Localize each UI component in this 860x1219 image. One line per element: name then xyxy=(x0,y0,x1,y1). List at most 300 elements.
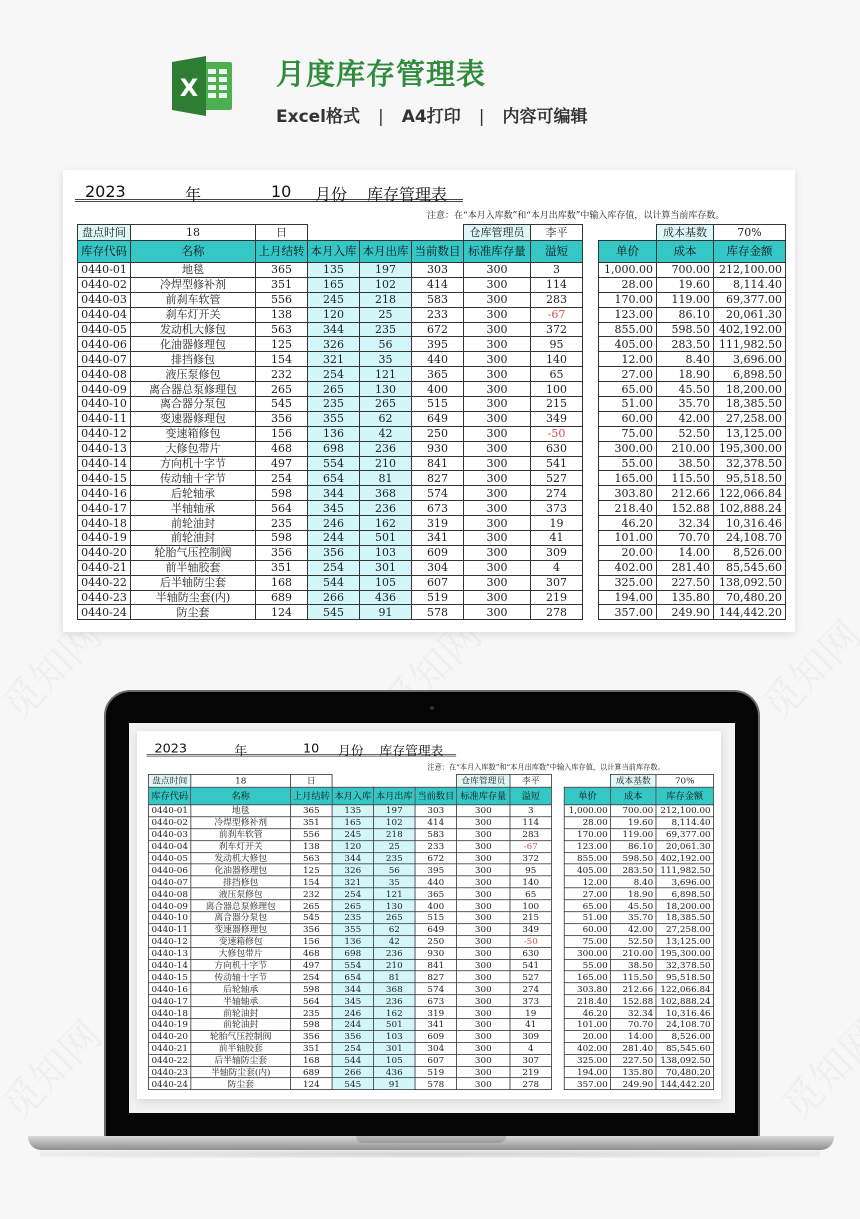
cell-out[interactable]: 501 xyxy=(374,1019,415,1031)
cell-standard: 300 xyxy=(457,924,510,936)
cell-name: 地毯 xyxy=(131,263,256,278)
cell-cost: 210.00 xyxy=(657,441,714,456)
cell-prev: 468 xyxy=(291,947,332,959)
cell-current: 319 xyxy=(412,516,464,531)
cell-in[interactable]: 245 xyxy=(308,292,360,307)
cell-cost: 115.50 xyxy=(611,971,656,983)
cell-in[interactable]: 545 xyxy=(308,605,360,620)
cell-in[interactable]: 265 xyxy=(308,382,360,397)
cell-prev: 265 xyxy=(256,382,308,397)
year-value[interactable]: 2023 xyxy=(85,182,126,201)
cell-in[interactable]: 265 xyxy=(332,900,373,912)
table-row xyxy=(599,575,786,590)
feature-print: A4打印 xyxy=(401,107,461,127)
cell-in[interactable]: 554 xyxy=(308,456,360,471)
cell-current: 250 xyxy=(415,935,457,947)
table-row xyxy=(564,912,713,924)
cell-name: 传动轴十字节 xyxy=(131,471,256,486)
table-row xyxy=(149,900,552,912)
cell-code: 0440-05 xyxy=(78,322,131,337)
cell-standard: 300 xyxy=(457,829,510,841)
cell-name: 防尘套 xyxy=(131,605,256,620)
cell-out[interactable]: 265 xyxy=(360,397,412,412)
cell-cost: 249.90 xyxy=(611,1078,656,1090)
cell-in[interactable]: 235 xyxy=(332,912,373,924)
count-day-value[interactable]: 18 xyxy=(191,774,291,787)
cell-price: 325.00 xyxy=(599,575,657,590)
cell-price: 12.00 xyxy=(599,352,657,367)
cell-out[interactable]: 501 xyxy=(360,531,412,546)
cell-diff: -67 xyxy=(510,840,551,852)
cell-in[interactable]: 254 xyxy=(332,1042,373,1054)
cell-prev: 351 xyxy=(256,277,308,292)
cell-amount: 69,377.00 xyxy=(656,829,713,841)
cell-diff: 4 xyxy=(531,560,583,575)
watermark xyxy=(0,1006,113,1131)
cell-name: 半轴防尘套(内) xyxy=(131,590,256,605)
cell-price: 170.00 xyxy=(599,292,657,307)
cell-current: 827 xyxy=(415,971,457,983)
cell-prev: 598 xyxy=(256,531,308,546)
cell-in[interactable]: 120 xyxy=(332,840,373,852)
cell-current: 574 xyxy=(415,983,457,995)
cell-in[interactable]: 235 xyxy=(308,397,360,412)
cell-name: 后半轴防尘套 xyxy=(131,575,256,590)
cell-standard: 300 xyxy=(457,817,510,829)
cell-in[interactable]: 544 xyxy=(332,1054,373,1066)
cell-prev: 154 xyxy=(291,876,332,888)
cell-standard: 300 xyxy=(457,983,510,995)
table-row xyxy=(564,840,713,852)
cell-code: 0440-15 xyxy=(78,471,131,486)
cell-out[interactable]: 42 xyxy=(374,935,415,947)
manager-value[interactable]: 李平 xyxy=(510,774,551,787)
cell-price: 55.00 xyxy=(599,456,657,471)
cell-out[interactable]: 235 xyxy=(360,322,412,337)
cell-prev: 545 xyxy=(256,397,308,412)
cell-out[interactable]: 368 xyxy=(360,486,412,501)
count-day-label: 盘点时间 xyxy=(78,225,131,241)
cell-prev: 168 xyxy=(291,1054,332,1066)
cell-current: 827 xyxy=(412,471,464,486)
cell-standard: 300 xyxy=(464,277,531,292)
cell-code: 0440-10 xyxy=(149,912,191,924)
cell-code: 0440-17 xyxy=(149,995,191,1007)
cell-in[interactable]: 544 xyxy=(308,575,360,590)
table-row xyxy=(599,471,786,486)
cell-cost: 38.50 xyxy=(657,456,714,471)
cell-out[interactable]: 130 xyxy=(374,900,415,912)
table-row xyxy=(78,486,583,501)
cell-amount: 212,100.00 xyxy=(656,805,713,817)
cell-out[interactable]: 102 xyxy=(374,817,415,829)
cell-out[interactable]: 91 xyxy=(360,605,412,620)
cell-out[interactable]: 91 xyxy=(374,1078,415,1090)
col-header-current: 当前数目 xyxy=(412,241,464,263)
cell-out[interactable]: 62 xyxy=(360,411,412,426)
cell-current: 841 xyxy=(415,959,457,971)
cell-in[interactable]: 244 xyxy=(308,531,360,546)
table-row xyxy=(78,456,583,471)
cell-out[interactable]: 56 xyxy=(360,337,412,352)
table-row xyxy=(564,852,713,864)
cell-amount: 20,061.30 xyxy=(656,840,713,852)
table-row xyxy=(149,1078,552,1090)
cell-prev: 124 xyxy=(256,605,308,620)
cell-out[interactable]: 105 xyxy=(374,1054,415,1066)
cell-name: 防尘套 xyxy=(191,1078,291,1090)
cell-standard: 300 xyxy=(457,947,510,959)
cell-standard: 300 xyxy=(464,307,531,322)
year-value[interactable]: 2023 xyxy=(154,740,188,756)
cell-code: 0440-20 xyxy=(78,545,131,560)
col-header-in: 本月入库 xyxy=(308,241,360,263)
cell-in[interactable]: 266 xyxy=(308,590,360,605)
cell-code: 0440-01 xyxy=(149,805,191,817)
cell-in[interactable]: 355 xyxy=(308,411,360,426)
col-header-price: 单价 xyxy=(564,787,610,805)
cell-diff: 309 xyxy=(510,1031,551,1043)
cell-out[interactable]: 25 xyxy=(374,840,415,852)
cost-base-label: 成本基数 xyxy=(657,225,714,241)
spreadsheet-preview-laptop xyxy=(137,731,721,1099)
table-row xyxy=(78,397,583,412)
cell-diff: 215 xyxy=(510,912,551,924)
cell-out[interactable]: 130 xyxy=(360,382,412,397)
cell-diff: 215 xyxy=(531,397,583,412)
count-day-unit: 日 xyxy=(291,774,332,787)
cell-standard: 300 xyxy=(457,852,510,864)
cell-standard: 300 xyxy=(464,605,531,620)
cell-in[interactable]: 321 xyxy=(308,352,360,367)
cell-price: 194.00 xyxy=(599,590,657,605)
cell-in[interactable]: 266 xyxy=(332,1066,373,1078)
cell-prev: 232 xyxy=(256,367,308,382)
cell-out[interactable]: 236 xyxy=(374,947,415,959)
cell-name: 冷焊型修补剂 xyxy=(191,817,291,829)
cell-standard: 300 xyxy=(457,935,510,947)
cell-in[interactable]: 245 xyxy=(332,829,373,841)
cell-amount: 70,480.20 xyxy=(714,590,786,605)
cell-standard: 300 xyxy=(464,352,531,367)
cell-current: 400 xyxy=(412,382,464,397)
table-row xyxy=(78,501,583,516)
cell-in[interactable]: 344 xyxy=(332,852,373,864)
table-row xyxy=(564,900,713,912)
cell-in[interactable]: 554 xyxy=(332,959,373,971)
cell-in[interactable]: 545 xyxy=(332,1078,373,1090)
col-header-diff: 溢短 xyxy=(531,241,583,263)
table-row xyxy=(564,864,713,876)
table-row xyxy=(599,292,786,307)
cell-amount: 6,898.50 xyxy=(714,367,786,382)
cell-in[interactable]: 654 xyxy=(332,971,373,983)
cell-out[interactable]: 81 xyxy=(360,471,412,486)
cost-base-label: 成本基数 xyxy=(611,774,656,787)
cell-in[interactable]: 165 xyxy=(308,277,360,292)
table-row xyxy=(78,531,583,546)
month-value[interactable]: 10 xyxy=(302,740,320,756)
cell-standard: 300 xyxy=(457,1054,510,1066)
col-header-diff: 溢短 xyxy=(510,787,551,805)
cell-code: 0440-10 xyxy=(78,397,131,412)
cell-out[interactable]: 436 xyxy=(360,590,412,605)
cell-out[interactable]: 436 xyxy=(374,1066,415,1078)
cell-out[interactable]: 62 xyxy=(374,924,415,936)
month-value[interactable]: 10 xyxy=(271,182,292,201)
cell-out[interactable]: 162 xyxy=(360,516,412,531)
cell-standard: 300 xyxy=(464,426,531,441)
cell-in[interactable]: 698 xyxy=(332,947,373,959)
cell-in[interactable]: 254 xyxy=(308,560,360,575)
table-row xyxy=(149,840,552,852)
cell-name: 后轮轴承 xyxy=(191,983,291,995)
cell-cost: 283.50 xyxy=(611,864,656,876)
cell-out[interactable]: 210 xyxy=(360,456,412,471)
cell-cost: 8.40 xyxy=(657,352,714,367)
table-row xyxy=(78,411,583,426)
cell-in[interactable]: 355 xyxy=(332,924,373,936)
cell-in[interactable]: 356 xyxy=(332,1031,373,1043)
cell-cost: 283.50 xyxy=(657,337,714,352)
cell-out[interactable]: 218 xyxy=(374,829,415,841)
cell-prev: 598 xyxy=(256,486,308,501)
cell-out[interactable]: 236 xyxy=(360,501,412,516)
cell-code: 0440-15 xyxy=(149,971,191,983)
cell-cost: 152.88 xyxy=(611,995,656,1007)
cell-out[interactable]: 121 xyxy=(360,367,412,382)
cell-in[interactable]: 165 xyxy=(332,817,373,829)
cell-out[interactable]: 81 xyxy=(374,971,415,983)
cell-current: 841 xyxy=(412,456,464,471)
cell-standard: 300 xyxy=(464,575,531,590)
cell-price: 1,000.00 xyxy=(564,805,610,817)
table-row xyxy=(599,337,786,352)
cell-code: 0440-16 xyxy=(149,983,191,995)
cell-in[interactable]: 244 xyxy=(332,1019,373,1031)
cell-name: 半轴防尘套(内) xyxy=(191,1066,291,1078)
cell-out[interactable]: 197 xyxy=(360,263,412,278)
cell-diff: 3 xyxy=(510,805,551,817)
cell-in[interactable]: 326 xyxy=(332,864,373,876)
feature-list xyxy=(276,102,587,127)
table-row xyxy=(149,1031,552,1043)
cell-name: 大修包带片 xyxy=(131,441,256,456)
cell-code: 0440-11 xyxy=(149,924,191,936)
cell-current: 607 xyxy=(412,575,464,590)
cell-out[interactable]: 301 xyxy=(374,1042,415,1054)
cell-prev: 232 xyxy=(291,888,332,900)
cell-cost: 227.50 xyxy=(657,575,714,590)
cell-name: 排挡修包 xyxy=(131,352,256,367)
cell-prev: 356 xyxy=(256,411,308,426)
cell-out[interactable]: 236 xyxy=(360,441,412,456)
cell-in[interactable]: 345 xyxy=(308,501,360,516)
cell-in[interactable]: 344 xyxy=(332,983,373,995)
cell-in[interactable]: 135 xyxy=(308,263,360,278)
cell-in[interactable]: 136 xyxy=(308,426,360,441)
cell-current: 673 xyxy=(415,995,457,1007)
cell-diff: 114 xyxy=(531,277,583,292)
cell-diff: 274 xyxy=(510,983,551,995)
cell-out[interactable]: 210 xyxy=(374,959,415,971)
inventory-table xyxy=(77,224,583,620)
year-unit: 年 xyxy=(185,185,202,204)
table-row xyxy=(599,545,786,560)
cell-amount: 122,066.84 xyxy=(656,983,713,995)
cell-code: 0440-14 xyxy=(78,456,131,471)
manager-value[interactable]: 李平 xyxy=(531,225,583,241)
cell-in[interactable]: 321 xyxy=(332,876,373,888)
cell-cost: 152.88 xyxy=(657,501,714,516)
input-note: 注意：在“本月入库数”和“本月出库数”中输入库存值，以计算当前库存数。 xyxy=(427,763,665,772)
cell-name: 前刹车软管 xyxy=(131,292,256,307)
cell-out[interactable]: 35 xyxy=(360,352,412,367)
cell-diff: 283 xyxy=(510,829,551,841)
cell-in[interactable]: 135 xyxy=(332,805,373,817)
cell-cost: 35.70 xyxy=(657,397,714,412)
cell-out[interactable]: 301 xyxy=(360,560,412,575)
cell-out[interactable]: 103 xyxy=(374,1031,415,1043)
cell-standard: 300 xyxy=(464,322,531,337)
cell-in[interactable]: 136 xyxy=(332,935,373,947)
cost-base-value[interactable]: 70% xyxy=(656,774,713,787)
cell-in[interactable]: 698 xyxy=(308,441,360,456)
cell-prev: 138 xyxy=(291,840,332,852)
table-row xyxy=(564,876,713,888)
cell-current: 515 xyxy=(415,912,457,924)
cost-table xyxy=(598,224,786,620)
cell-in[interactable]: 344 xyxy=(308,486,360,501)
cell-out[interactable]: 197 xyxy=(374,805,415,817)
cell-out[interactable]: 235 xyxy=(374,852,415,864)
cell-amount: 18,200.00 xyxy=(656,900,713,912)
cell-standard: 300 xyxy=(464,441,531,456)
cell-prev: 545 xyxy=(291,912,332,924)
table-row xyxy=(564,983,713,995)
cell-current: 583 xyxy=(412,292,464,307)
cell-current: 365 xyxy=(412,367,464,382)
cost-base-value[interactable]: 70% xyxy=(714,225,786,241)
table-row xyxy=(599,605,786,620)
cell-out[interactable]: 35 xyxy=(374,876,415,888)
table-row xyxy=(149,1019,552,1031)
cell-standard: 300 xyxy=(464,560,531,575)
count-day-value[interactable]: 18 xyxy=(131,225,256,241)
cell-out[interactable]: 265 xyxy=(374,912,415,924)
cell-cost: 45.50 xyxy=(657,382,714,397)
cell-code: 0440-02 xyxy=(149,817,191,829)
cell-out[interactable]: 102 xyxy=(360,277,412,292)
cell-in[interactable]: 356 xyxy=(308,545,360,560)
cell-in[interactable]: 326 xyxy=(308,337,360,352)
cell-code: 0440-01 xyxy=(78,263,131,278)
cell-in[interactable]: 254 xyxy=(308,367,360,382)
cell-diff: 278 xyxy=(510,1078,551,1090)
cell-name: 大修包带片 xyxy=(191,947,291,959)
feature-editable: 内容可编辑 xyxy=(502,107,588,127)
cell-prev: 689 xyxy=(256,590,308,605)
cell-current: 519 xyxy=(412,590,464,605)
cell-out[interactable]: 121 xyxy=(374,888,415,900)
cell-cost: 281.40 xyxy=(657,560,714,575)
table-row xyxy=(599,531,786,546)
cell-name: 化油器修理包 xyxy=(191,864,291,876)
cell-prev: 351 xyxy=(291,1042,332,1054)
table-row xyxy=(564,1019,713,1031)
cell-name: 变速器修理包 xyxy=(131,411,256,426)
table-row xyxy=(599,560,786,575)
cell-current: 400 xyxy=(415,900,457,912)
laptop-camera xyxy=(430,706,434,710)
table-row xyxy=(149,852,552,864)
table-row xyxy=(149,947,552,959)
cell-in[interactable]: 120 xyxy=(308,307,360,322)
cell-code: 0440-19 xyxy=(78,531,131,546)
cell-out[interactable]: 25 xyxy=(360,307,412,322)
cell-prev: 598 xyxy=(291,1019,332,1031)
table-row xyxy=(564,959,713,971)
cell-out[interactable]: 105 xyxy=(360,575,412,590)
col-header-in: 本月入库 xyxy=(332,787,373,805)
table-row xyxy=(564,1031,713,1043)
cell-standard: 300 xyxy=(457,1066,510,1078)
cell-code: 0440-22 xyxy=(149,1054,191,1066)
cell-cost: 8.40 xyxy=(611,876,656,888)
cell-cost: 42.00 xyxy=(657,411,714,426)
cell-name: 排挡修包 xyxy=(191,876,291,888)
cell-prev: 497 xyxy=(256,456,308,471)
cell-out[interactable]: 103 xyxy=(360,545,412,560)
cell-in[interactable]: 345 xyxy=(332,995,373,1007)
table-row xyxy=(599,382,786,397)
cell-cost: 19.60 xyxy=(657,277,714,292)
cell-cost: 32.34 xyxy=(657,516,714,531)
table-row xyxy=(599,263,786,278)
count-day-label: 盘点时间 xyxy=(149,774,191,787)
cell-current: 233 xyxy=(415,840,457,852)
cell-in[interactable]: 654 xyxy=(308,471,360,486)
cell-cost: 227.50 xyxy=(611,1054,656,1066)
cell-out[interactable]: 236 xyxy=(374,995,415,1007)
cell-amount: 24,108.70 xyxy=(714,531,786,546)
feature-format: Excel格式 xyxy=(276,107,361,127)
cell-diff: 527 xyxy=(510,971,551,983)
cell-amount: 8,114.40 xyxy=(714,277,786,292)
cell-code: 0440-16 xyxy=(78,486,131,501)
cell-out[interactable]: 42 xyxy=(360,426,412,441)
cell-in[interactable]: 254 xyxy=(332,888,373,900)
cell-in[interactable]: 344 xyxy=(308,322,360,337)
cell-prev: 365 xyxy=(256,263,308,278)
cell-price: 123.00 xyxy=(599,307,657,322)
cell-out[interactable]: 218 xyxy=(360,292,412,307)
cell-out[interactable]: 56 xyxy=(374,864,415,876)
cell-prev: 497 xyxy=(291,959,332,971)
cell-diff: 19 xyxy=(531,516,583,531)
cell-in[interactable]: 246 xyxy=(308,516,360,531)
cell-diff: 274 xyxy=(531,486,583,501)
cell-name: 冷焊型修补剂 xyxy=(131,277,256,292)
cell-out[interactable]: 162 xyxy=(374,1007,415,1019)
cell-cost: 35.70 xyxy=(611,912,656,924)
cell-out[interactable]: 368 xyxy=(374,983,415,995)
table-row xyxy=(78,516,583,531)
cell-price: 402.00 xyxy=(599,560,657,575)
cell-in[interactable]: 246 xyxy=(332,1007,373,1019)
cell-name: 变速箱修包 xyxy=(191,935,291,947)
cell-current: 607 xyxy=(415,1054,457,1066)
